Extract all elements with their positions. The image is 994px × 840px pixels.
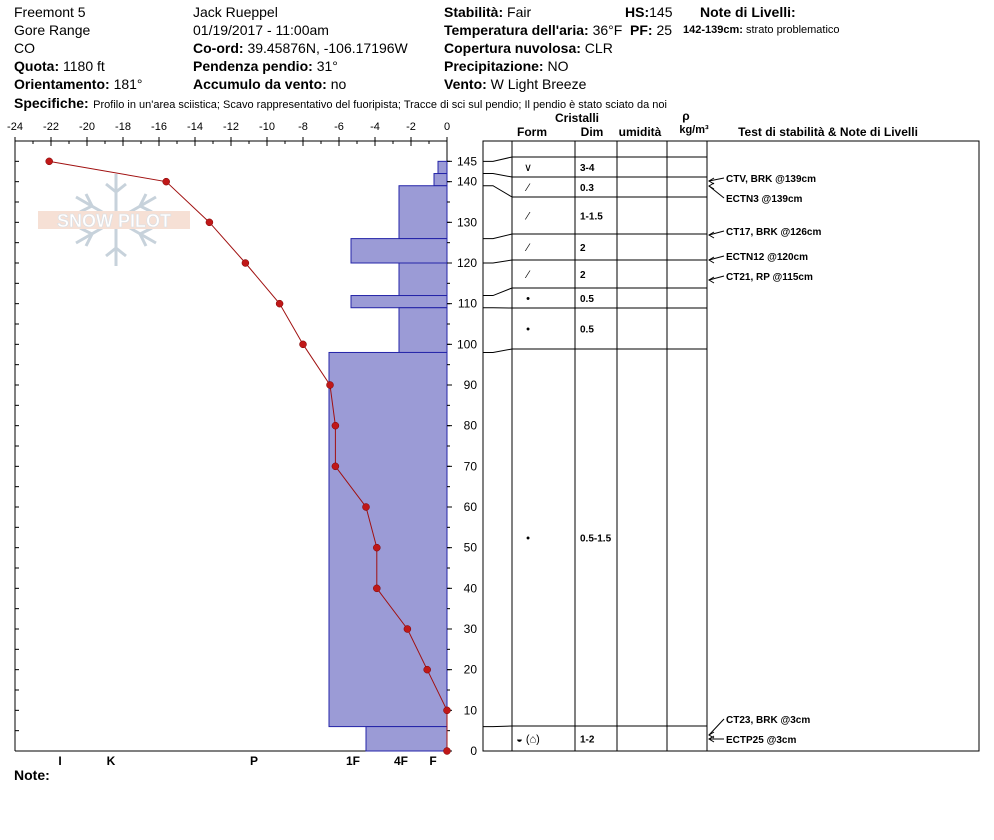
test-label: CT17, BRK @126cm [726,227,822,238]
elevation-value: 1180 ft [63,58,105,74]
air-temp-label: Temperatura dell'aria: [444,22,589,38]
height-tick-label: 60 [463,500,477,514]
snowpilot-watermark [38,174,190,266]
stability-value: Fair [507,4,532,20]
hardness-bar [434,174,447,186]
specifics-text: Profilo in un'area sciistica; Scavo rappresentativo del fuoripista; Tracce di sci sul pendio; Il pendio è stato sciato da noi [93,99,667,111]
height-tick-label: 20 [463,662,477,677]
temperature-point [373,585,380,592]
layer-note-range: 142-139cm: [683,24,743,36]
temp-tick-label: -6 [334,121,344,133]
state-name: CO [14,40,35,56]
pf-value: 25 [656,22,673,38]
temp-tick-label: -14 [187,121,203,133]
test-label: ECTN3 @139cm [726,194,803,205]
height-tick-label: 140 [456,174,477,189]
temperature-point [373,544,380,551]
hs-value: 145 [649,4,673,20]
height-tick-label: 0 [470,744,477,758]
wind-value: W Light Breeze [490,76,587,92]
layer-dim: 2 [580,270,586,281]
layer-note-text: strato problematico [746,24,840,36]
header-tests: Test di stabilità & Note di Livelli [738,125,918,139]
test-label: CT23, BRK @3cm [726,715,811,726]
layer-connector [483,726,512,727]
layer-connector [483,174,512,177]
hardness-bar [438,161,447,173]
test-leader-line [709,256,724,260]
location-name: Freemont 5 [14,4,86,20]
layer-form-symbol: ⁄ [527,182,529,194]
specifics-label: Specifiche: [14,95,89,111]
slope-label: Pendenza pendio: [193,58,313,74]
temp-tick-label: 0 [443,121,451,133]
temperature-point [327,382,334,389]
aspect-value: 181° [113,76,143,92]
test-label: ECTN12 @120cm [726,252,809,263]
height-tick-label: 40 [463,581,477,596]
stability-label: Stabilità: [444,4,504,20]
hardness-label: F [429,754,437,768]
temp-tick-label: -4 [370,121,380,133]
precip-label: Precipitazione: [444,58,544,74]
layer-dim: 2 [580,243,586,254]
test-arrow [709,277,714,283]
height-tick-label: 110 [457,296,477,311]
temp-tick-label: -10 [259,121,275,133]
cloud-cover-label: Copertura nuvolosa: [444,40,581,56]
observation-datetime: 01/19/2017 - 11:00am [193,22,329,38]
layer-connector [483,186,512,197]
header-umidita: umidità [618,125,662,139]
temp-tick-label: -12 [223,121,239,133]
hs-label: HS: [625,4,650,20]
temperature-point [444,748,451,755]
layer-form-symbol: • [526,323,530,336]
height-tick-label: 30 [463,622,477,636]
layer-dim: 3-4 [580,163,595,174]
test-label: CT21, RP @115cm [726,272,813,283]
temperature-point [206,219,213,226]
slope-value: 31° [316,58,338,74]
temperature-point [424,666,431,673]
layer-dim: 0.3 [580,183,594,194]
layer-dim: 0.5 [580,324,594,336]
elevation-label: Quota: [14,58,60,74]
test-label: ECTP25 @3cm [726,735,797,746]
temperature-point [444,707,451,714]
temp-tick-label: -24 [7,121,23,133]
temperature-point [242,260,249,267]
layer-form-symbol: • [526,532,530,545]
layer-dim: 1-2 [580,734,595,746]
temperature-point [332,463,339,470]
precip-value: NO [547,58,569,74]
layer-form-symbol: ⁄ [527,210,529,223]
temperature-point [276,300,283,307]
temp-tick-label: -20 [79,121,95,133]
temp-tick-label: -18 [115,121,131,133]
height-tick-label: 50 [463,540,477,555]
coordinates-value: 39.45876N, -106.17196W [247,40,408,56]
hardness-bar [399,186,447,239]
layer-form-symbol: ⁄ [527,242,529,254]
hardness-bar [399,308,447,353]
footer-note-label: Note: [14,767,50,783]
layer-connector [483,349,512,352]
layer-connector [483,157,512,161]
hardness-label: 4F [393,754,409,768]
wind-loading-label: Accumulo da vento: [193,76,327,92]
wind-loading-value: no [330,76,347,92]
layer-dim: 1-1.5 [580,211,603,223]
hardness-label: P [249,754,259,768]
layer-form-symbol: ◒ (⌂) [516,733,540,746]
layer-dim: 0.5-1.5 [580,533,612,545]
hardness-label: K [106,754,116,768]
pf-label: PF: [630,22,653,38]
height-tick-label: 80 [463,418,477,433]
height-tick-label: 70 [463,459,477,474]
height-tick-label: 120 [456,256,477,270]
height-tick-label: 100 [456,337,477,352]
temp-tick-label: -8 [298,121,308,133]
hardness-label: I [58,754,62,768]
aspect-label: Orientamento: [14,76,110,92]
temp-tick-label: -16 [151,121,167,133]
coordinates-label: Co-ord: [193,40,244,56]
header-dim: Dim [580,125,604,139]
air-temp-value: 36°F [592,22,623,38]
hardness-bar [351,239,447,263]
test-leader-line [709,719,724,735]
stratigraphy-table [483,109,979,751]
test-arrow [709,257,714,263]
temperature-point [363,504,370,511]
hardness-bar [366,727,447,751]
hardness-bar [351,296,447,308]
layer-connector [483,260,512,263]
temperature-point [332,422,339,429]
test-label: CTV, BRK @139cm [726,174,816,185]
height-tick-label: 90 [463,378,477,392]
temperature-point [404,626,411,633]
observer-name: Jack Rueppel [193,4,278,20]
temperature-point [163,178,170,185]
test-leader-line [709,231,724,235]
layer-connector [483,288,512,296]
temp-tick-label: -2 [406,121,416,133]
layer-form-symbol: ∨ [523,162,533,174]
wind-label: Vento: [444,76,487,92]
header-density-unit: kg/m³ [679,124,709,136]
watermark-text: SNOW PILOT [57,211,171,231]
height-tick-label: 10 [463,703,477,718]
range-name: Gore Range [14,22,91,38]
header-form: Form [517,125,547,139]
temperature-point [300,341,307,348]
height-tick-label: 145 [456,154,477,169]
cloud-cover-value: CLR [584,40,613,56]
layer-dim: 0.5 [580,294,594,305]
temp-tick-label: -22 [43,121,59,133]
layer-form-symbol: ⁄ [527,269,529,281]
header-rho: ρ [682,109,690,123]
hardness-bar [399,263,447,296]
test-arrow [709,232,714,238]
hardness-label: 1F [345,754,361,768]
header-cristalli: Cristalli [554,111,600,125]
test-leader-line [709,276,724,280]
layer-form-symbol: • [526,293,530,305]
height-tick-label: 130 [456,215,477,230]
layer-connector [483,234,512,239]
layer-notes-label: Note di Livelli: [700,4,796,20]
temperature-point [46,158,53,165]
